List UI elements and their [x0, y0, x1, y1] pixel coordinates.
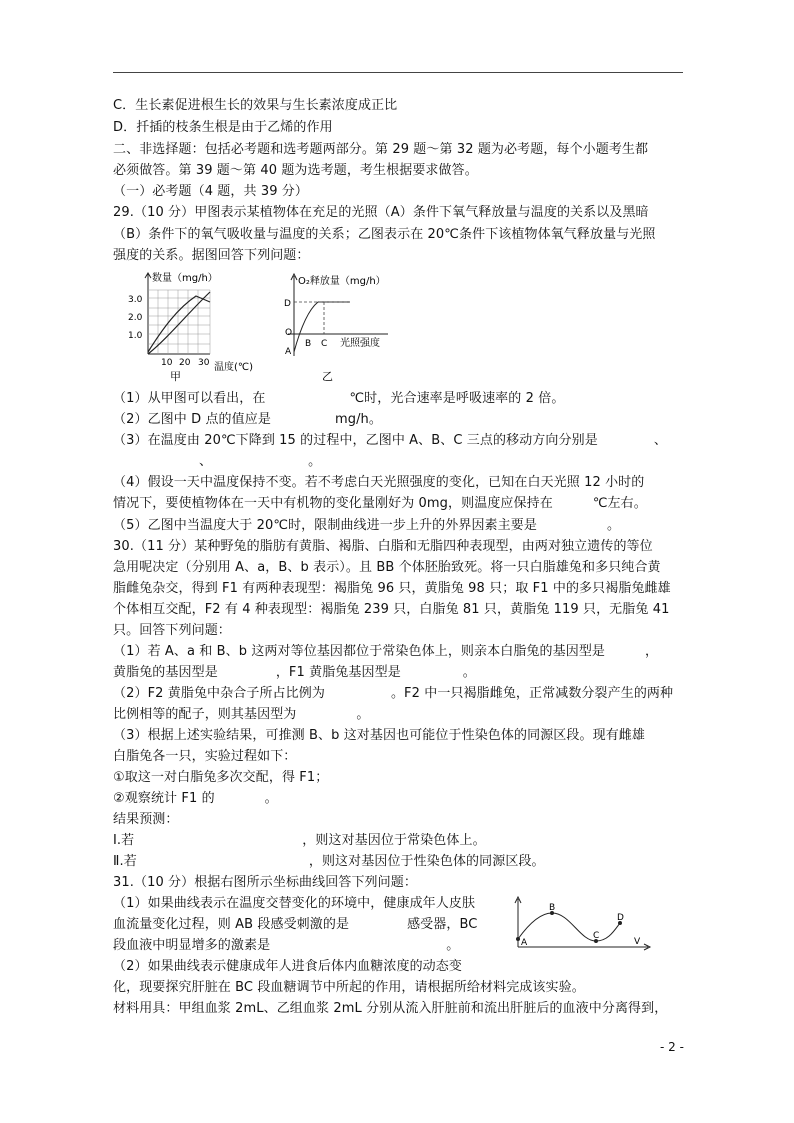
q31-materials: 材料用具：甲组血浆 2mL、乙组血浆 2mL 分别从流入肝脏前和流出肝脏后的血液中分离得到，	[113, 1001, 668, 1016]
q31-sub1-cont: 血流量变化过程，则 AB 段感受刺激的是 感受器，BC	[113, 917, 478, 932]
q30-text-4: 个体相互交配，F2 有 4 种表现型：褐脂兔 239 只，白脂兔 81 只，黄脂兔 119 只，无脂兔 41	[113, 602, 670, 617]
q30-sub1-cont: 黄脂兔的基因型是 ，F1 黄脂兔基因型是 。	[113, 665, 476, 680]
q29-text-1: 29.（10 分）甲图表示某植物体在充足的光照（A）条件下氧气释放量与温度的关系以及黑暗	[113, 205, 649, 220]
jia-xtick: 20	[179, 358, 191, 368]
q31-point-c: C	[593, 931, 600, 941]
q29-text-2: （B）条件下的氧气吸收量与温度的关系；乙图表示在 20℃条件下该植物体氧气释放量与光照	[113, 227, 656, 242]
yi-label-b: B	[305, 339, 312, 349]
q30-step2: ②观察统计 F1 的 。	[113, 791, 278, 806]
q30-text-2: 急用呢决定（分别用 A、a，B、b 表示）。且 BB 个体胚胎致死。将一只白脂雄兔和多只纯合黄	[113, 560, 661, 575]
yi-label-a: A	[285, 347, 292, 357]
q29-sub3: （3）在温度由 20℃下降到 15 的过程中，乙图中 A、B、C 三点的移动方向分别是 、	[113, 433, 667, 448]
q29-text-3: 强度的关系。据图回答下列问题：	[113, 248, 310, 263]
figure-q31	[508, 895, 658, 955]
q30-sub2-cont: 比例相等的配子，则其基因型为 。	[113, 707, 370, 722]
option-d: D．扦插的枝条生根是由于乙烯的作用	[113, 120, 333, 135]
yi-ylabel: O₂释放量（mg/h）	[298, 276, 386, 287]
jia-ytick: 1.0	[128, 331, 143, 341]
q30-prediction-1: Ⅰ.若 ，则这对基因位于常染色体上。	[113, 833, 486, 848]
q29-sub4: （4）假设一天中温度保持不变。若不考虑白天光照强度的变化，已知在白天光照 12 小时的	[113, 475, 645, 490]
jia-xtick: 10	[161, 358, 173, 368]
q30-text-5: 只。回答下列问题：	[113, 623, 231, 638]
q31-sub2: （2）如果曲线表示健康成年人进食后体内血糖浓度的动态变	[113, 959, 462, 974]
q30-step1: ①取这一对白脂兔多次交配，得 F1；	[113, 770, 329, 785]
header-rule	[113, 72, 683, 73]
q30-prediction: 结果预测：	[113, 812, 179, 827]
q31-sub1-cont2: 段血液中明显增多的激素是 。	[113, 938, 460, 953]
q29-sub1: （1）从甲图可以看出，在 ℃时，光合速率是呼吸速率的 2 倍。	[113, 391, 565, 406]
yi-label-o: O	[285, 328, 293, 338]
yi-caption: 乙	[322, 370, 333, 383]
q30-sub3-cont: 白脂兔各一只，实验过程如下：	[113, 749, 297, 764]
q30-sub2: （2）F2 黄脂兔中杂合子所占比例为 。F2 中一只褐脂雌兔，正常减数分裂产生的两种	[113, 686, 674, 701]
option-c: C．生长素促进根生长的效果与生长素浓度成正比	[113, 98, 398, 113]
q31-sub2-cont: 化，现要探究肝脏在 BC 段血糖调节中所起的作用，请根据所给材料完成该实验。	[113, 980, 585, 995]
q31-point-d: D	[617, 913, 624, 923]
figure-jia	[118, 268, 254, 383]
jia-ytick: 3.0	[128, 295, 143, 305]
section-text: 必须做答。第 39 题～第 40 题为选考题，考生根据要求做答。	[113, 163, 478, 178]
jia-xtick: 30	[198, 358, 210, 368]
q30-prediction-2: Ⅱ.若 ，则这对基因位于性染色体的同源区段。	[113, 854, 545, 869]
jia-ytick: 2.0	[128, 313, 143, 323]
yi-xlabel: 光照强度	[340, 338, 380, 349]
figure-yi	[278, 268, 398, 386]
q29-sub5: （5）乙图中当温度大于 20℃时，限制曲线进一步上升的外界因素主要是 。	[113, 518, 621, 533]
q29-sub2: （2）乙图中 D 点的值应是 mg/h。	[113, 412, 382, 427]
jia-xlabel: 温度(℃)	[214, 362, 254, 373]
q29-sub3-cont: 、 。	[199, 454, 322, 469]
q31-sub1: （1）如果曲线表示在温度交替变化的环境中，健康成年人皮肤	[113, 896, 476, 911]
q30-text-1: 30.（11 分）某种野兔的脂肪有黄脂、褐脂、白脂和无脂四种表现型，由两对独立遗传的等位	[113, 539, 653, 554]
jia-ylabel: 数量（mg/h）	[152, 273, 218, 284]
q31-point-a: A	[521, 938, 528, 948]
jia-caption: 甲	[170, 370, 181, 383]
q30-text-3: 脂雌兔杂交，得到 F1 有两种表现型：褐脂兔 96 只，黄脂兔 98 只；取 F1 中的多只褐脂兔雌雄	[113, 581, 671, 596]
q29-sub4-cont: 情况下，要使植物体在一天中有机物的变化量刚好为 0mg，则温度应保持在 ℃左右。	[113, 496, 647, 511]
q31-point-b: B	[549, 903, 556, 913]
q31-xlabel: V	[634, 937, 641, 947]
q30-sub3: （3）根据上述实验结果，可推测 B、b 这对基因也可能位于性染色体的同源区段。现有雌雄	[113, 728, 646, 743]
q30-sub1: （1）若 A、a 和 B、b 这两对等位基因都位于常染色体上，则亲本白脂兔的基因型是 ，	[113, 644, 659, 659]
page-number: - 2 -	[660, 1040, 684, 1054]
section-heading: 二、非选择题：包括必考题和选考题两部分。第 29 题～第 32 题为必考题，每个小题考生都	[113, 142, 649, 157]
yi-label-c: C	[321, 339, 328, 349]
q31-text-1: 31.（10 分）根据右图所示坐标曲线回答下列问题：	[113, 875, 417, 890]
yi-label-d: D	[284, 299, 291, 309]
subsection-heading: （一）必考题（4 题，共 39 分）	[113, 184, 309, 199]
